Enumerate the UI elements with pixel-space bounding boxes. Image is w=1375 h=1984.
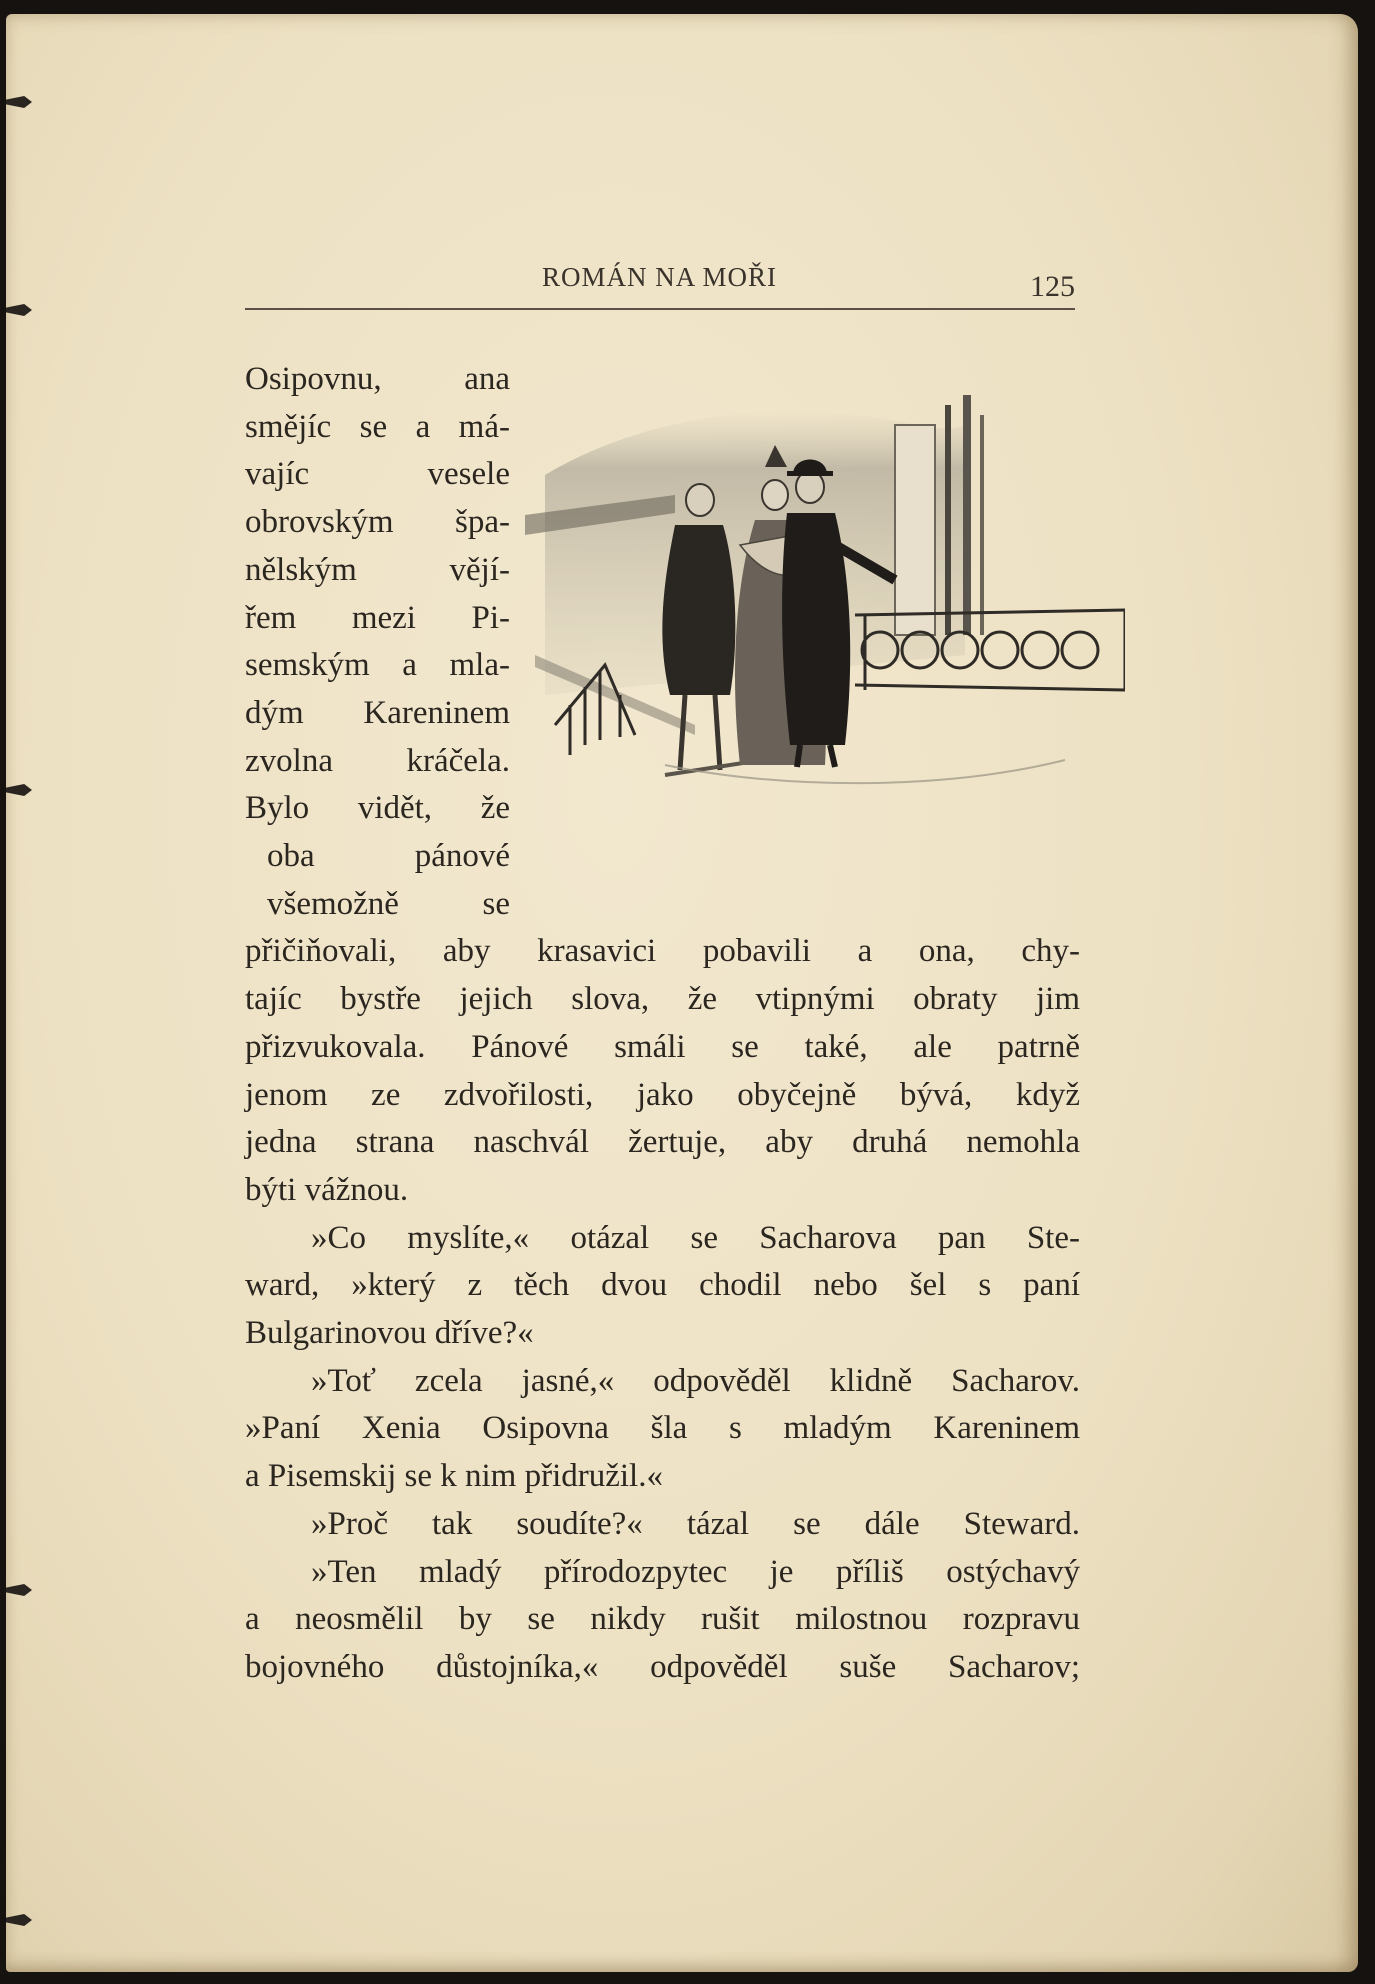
- text-line: Bulgarinovou dříve?«: [245, 1315, 534, 1352]
- text-line: »Paní Xenia Osipovna šla s mladým Kareninem: [245, 1410, 1080, 1447]
- page-number: 125: [1030, 270, 1075, 303]
- binding-mark: [6, 96, 32, 108]
- text-line: Osipovnu, ana: [245, 361, 510, 397]
- binding-mark: [6, 1584, 32, 1596]
- text-line: a Pisemskij se k nim přidružil.«: [245, 1458, 663, 1495]
- text-line: přizvukovala. Pánové smáli se také, ale patrně: [245, 1028, 1080, 1065]
- text-line: řem mezi Pi-: [245, 599, 510, 636]
- paragraph-5: [245, 1549, 1080, 1692]
- paragraph-2: [245, 1215, 1080, 1358]
- text-line: tajíc bystře jejich slova, že vtipnými obraty jim: [245, 981, 1080, 1018]
- binding-mark: [6, 1914, 32, 1926]
- binding-mark: [6, 304, 32, 316]
- text-line: jedna strana naschvál žertuje, aby druhá nemohla: [245, 1124, 1080, 1161]
- paragraph-4: [245, 1501, 1080, 1549]
- binding-mark: [6, 784, 32, 796]
- text-line: dým Kareninem: [245, 694, 510, 731]
- text-line: smějíc se a má-: [245, 408, 510, 445]
- wrapped-paragraph-start: [245, 356, 510, 928]
- text-line: nělským vějí-: [245, 551, 510, 588]
- running-title: ROMÁN NA MOŘI: [542, 262, 778, 292]
- text-line: obrovským špa-: [245, 504, 510, 541]
- text-line: všemožně se: [267, 885, 510, 922]
- paragraph-3: [245, 1358, 1080, 1501]
- text-line: býti vážnou.: [245, 1171, 409, 1208]
- text-line: vajíc vesele: [245, 456, 510, 493]
- page-header: [245, 262, 1075, 310]
- text-line: »Proč tak soudíte?« tázal se dále Steward.: [311, 1505, 1080, 1542]
- text-line: semským a mla-: [245, 647, 510, 684]
- text-line: a neosmělil by se nikdy rušit milostnou rozpravu: [245, 1601, 1080, 1638]
- text-line: zvolna kráčela.: [245, 742, 510, 779]
- text-line: bojovného důstojníka,« odpověděl suše Sacharov;: [245, 1648, 1080, 1685]
- text-line: oba pánové: [267, 838, 510, 875]
- body-text: [245, 356, 1080, 1692]
- text-line: »Ten mladý přírodozpytec je příliš ostýchavý: [311, 1553, 1080, 1590]
- paragraph-1: [245, 928, 1080, 1214]
- text-line: Bylo vidět, že: [245, 790, 510, 827]
- text-line: přičiňovali, aby krasavici pobavili a ona, chy-: [245, 933, 1080, 970]
- text-line: ward, »který z těch dvou chodil nebo šel s paní: [245, 1267, 1080, 1304]
- text-line: jenom ze zdvořilosti, jako obyčejně bývá, když: [245, 1076, 1080, 1113]
- text-line: »Co myslíte,« otázal se Sacharova pan Ste-: [311, 1219, 1080, 1256]
- text-line: »Toť zcela jasné,« odpověděl klidně Sacharov.: [311, 1362, 1080, 1399]
